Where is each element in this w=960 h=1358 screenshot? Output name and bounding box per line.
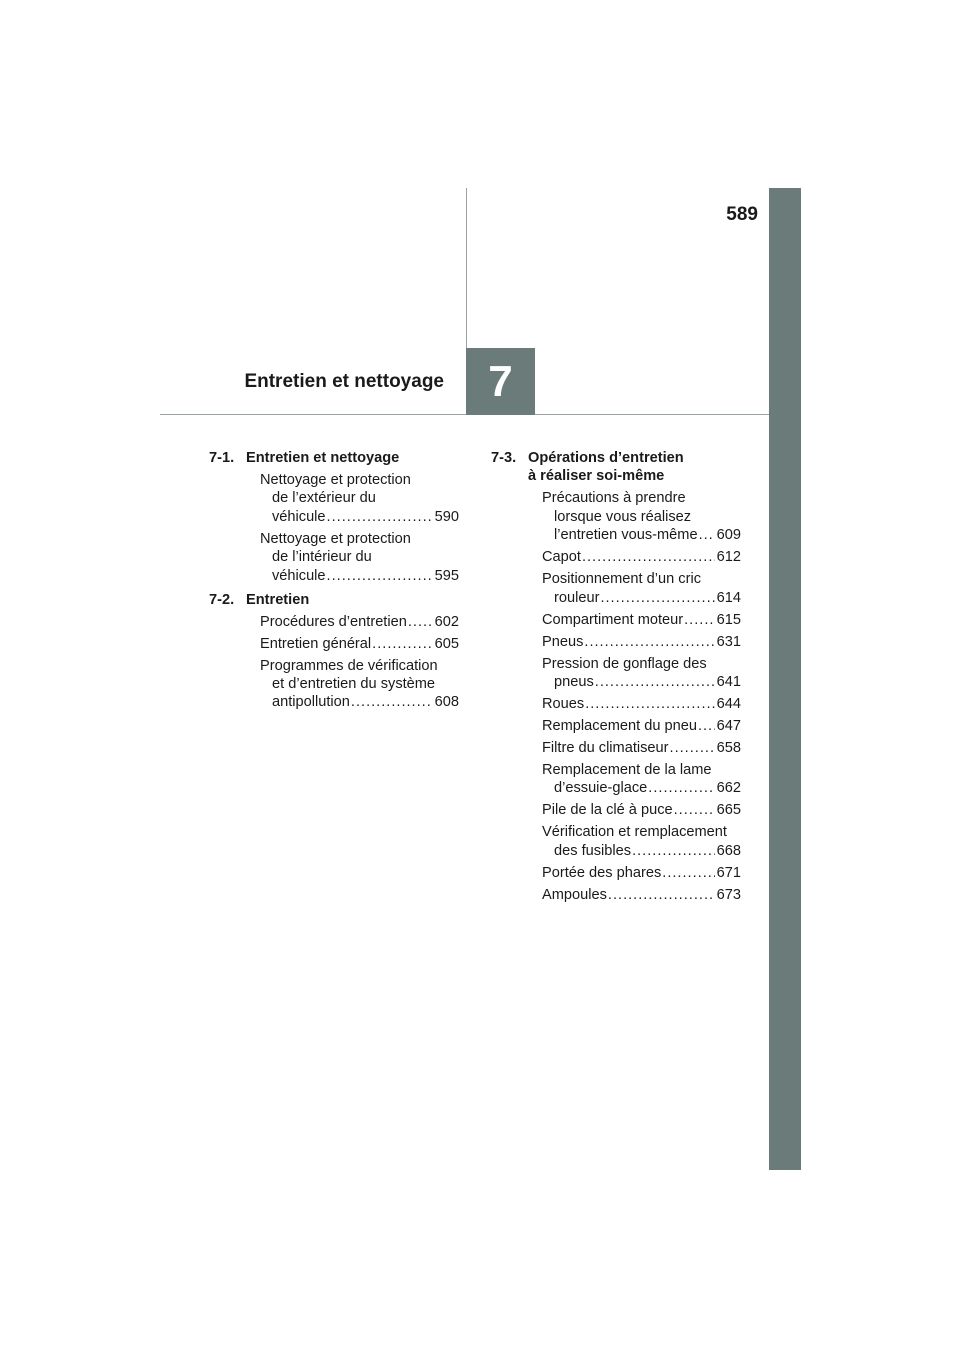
toc-entry-page: 608 [434,694,459,711]
toc-entry-text: Capot [542,549,581,566]
toc-entry-line [260,567,459,585]
toc-entry-text: Nettoyage et protection [260,472,411,488]
toc-entry-text: lorsque vous réalisez [554,508,692,525]
toc-entry-page: 615 [716,611,741,628]
toc-entry[interactable] [491,695,741,713]
toc-entry-line [542,589,741,607]
toc-entry-page: 665 [716,802,741,819]
page-number: 589 [726,204,758,225]
toc-entry-line [260,489,459,507]
toc-entry-text: Vérification et remplacement [542,824,727,841]
toc-entry-page: 671 [716,864,741,881]
toc-entry-text: antipollution [272,694,350,711]
toc-entry-text: Roues [542,696,585,713]
toc-entry-line [542,695,741,713]
horizontal-rule [160,414,769,415]
toc-entry[interactable] [491,548,741,566]
chapter-side-tab [769,188,801,1170]
toc-entry-line [542,570,741,588]
toc-entry[interactable] [209,530,459,585]
toc-entry-page: 631 [716,633,741,650]
dot-leader [674,801,715,819]
toc-entry-text: Remplacement du pneu [542,718,697,735]
section-title: Entretien [246,591,310,608]
toc-section-heading [209,449,459,467]
toc-entry-line [542,548,741,566]
section-number: 7-1. [209,450,235,466]
toc-entry-text: et d’entretien du système [272,676,436,693]
toc-entry-page: 595 [434,567,459,584]
toc-entry[interactable] [209,657,459,712]
dot-leader [670,739,715,757]
toc-entry-text: Filtre du climatiseur [542,740,669,757]
toc-entry[interactable] [491,864,741,882]
toc-entry-page: 644 [716,696,741,713]
vertical-rule [466,188,467,348]
toc-entry-text: l’entretien vous-même [554,527,698,544]
toc-entry-text: Ampoules [542,886,607,903]
toc-entry-page: 658 [716,740,741,757]
dot-leader [648,779,714,797]
toc-entry-line [260,657,459,675]
chapter-number-box [466,348,535,415]
dot-leader [699,526,715,544]
toc-entry-line [260,508,459,526]
toc-entry-line [542,673,741,691]
toc-entry-line [542,801,741,819]
toc-entry-page: 590 [434,508,459,525]
dot-leader [698,717,715,735]
toc-entry[interactable] [491,801,741,819]
section-title: Opérations d’entretien à réaliser soi-même [528,450,684,485]
dot-leader [684,611,715,629]
toc-entry-text: Procédures d’entretien [260,613,407,630]
toc-entry[interactable] [491,717,741,735]
dot-leader [600,589,714,607]
dot-leader [351,693,433,711]
toc-entry[interactable] [491,739,741,757]
toc-entry[interactable] [491,655,741,692]
toc-entry-text: Portée des phares [542,864,662,881]
dot-leader [327,508,433,526]
toc-entry-page: 641 [716,674,741,691]
toc-entry-text: Entretien général [260,635,372,652]
toc-entry[interactable] [491,633,741,651]
toc-entry-text: Compartiment moteur [542,611,684,628]
toc-entry-line [542,717,741,735]
toc-entry-text: pneus [554,674,594,691]
toc-entry-text: Positionnement d’un cric [542,571,701,588]
toc-entry-page: 662 [716,780,741,797]
toc-entry[interactable] [491,761,741,798]
toc-column-left [209,449,459,715]
toc-entry[interactable] [209,613,459,631]
toc-entry-text: Pneus [542,633,584,650]
toc-entry-line [542,842,741,860]
toc-entry-line [542,633,741,651]
toc-entry-line [260,548,459,566]
toc-entry[interactable] [491,823,741,860]
dot-leader [595,673,715,691]
toc-entry-line [260,530,459,548]
toc-entry-line [542,489,741,507]
toc-entry-line [542,886,741,904]
toc-entry-text: d’essuie-glace [554,780,648,797]
toc-entry-page: 612 [716,549,741,566]
dot-leader [582,548,715,566]
toc-entry-line [260,471,459,489]
dot-leader [662,864,714,882]
toc-entry-page: 668 [716,842,741,859]
toc-entry-line [542,526,741,544]
toc-section-heading [491,449,741,486]
toc-entry-page: 647 [716,718,741,735]
toc-entry-page: 614 [716,589,741,606]
toc-entry-line [542,611,741,629]
toc-entry-line [542,823,741,841]
dot-leader [584,633,714,651]
toc-entry-line [260,675,459,693]
toc-entry-line [542,761,741,779]
toc-entry[interactable] [209,471,459,526]
toc-entry-page: 673 [716,886,741,903]
chapter-number: 7 [488,356,513,406]
toc-entry[interactable] [491,886,741,904]
toc-entry-line [542,739,741,757]
toc-entry-text: de l’extérieur du [272,490,376,507]
toc-column-right [491,449,741,908]
toc-entry-text: des fusibles [554,842,632,859]
chapter-title: Entretien et nettoyage [244,371,444,392]
toc-entry-line [542,508,741,526]
toc-entry-text: Nettoyage et protection [260,530,411,547]
toc-entry-text: Pile de la clé à puce [542,802,673,819]
dot-leader [632,842,715,860]
toc-entry-page: 609 [716,527,741,544]
toc-entry-text: Remplacement de la lame [542,762,712,779]
toc-entry-text: Programmes de vérification [260,657,438,674]
toc-entry-text: Pression de gonflage des [542,655,707,672]
toc-entry-line [260,613,459,631]
dot-leader [408,613,433,631]
toc-entry-line [260,635,459,653]
toc-entry-line [542,779,741,797]
section-title: Entretien et nettoyage [246,450,400,466]
toc-entry-text: véhicule [272,567,326,584]
toc-entry-text: rouleur [554,589,600,606]
dot-leader [608,886,715,904]
toc-entry-page: 602 [434,613,459,630]
section-number: 7-3. [491,450,517,466]
toc-section-heading [209,591,459,609]
toc-entry-line [260,693,459,711]
toc-entry-text: de l’intérieur du [272,549,372,566]
toc-entry-text: Précautions à prendre [542,490,686,507]
toc-entry-line [542,864,741,882]
dot-leader [372,635,432,653]
toc-entry[interactable] [491,489,741,544]
toc-entry[interactable] [491,570,741,607]
toc-entry[interactable] [209,635,459,653]
dot-leader [327,567,433,585]
dot-leader [585,695,714,713]
toc-entry[interactable] [491,611,741,629]
section-number: 7-2. [209,591,235,608]
toc-entry-page: 605 [434,635,459,652]
toc-entry-line [542,655,741,673]
toc-entry-text: véhicule [272,508,326,525]
